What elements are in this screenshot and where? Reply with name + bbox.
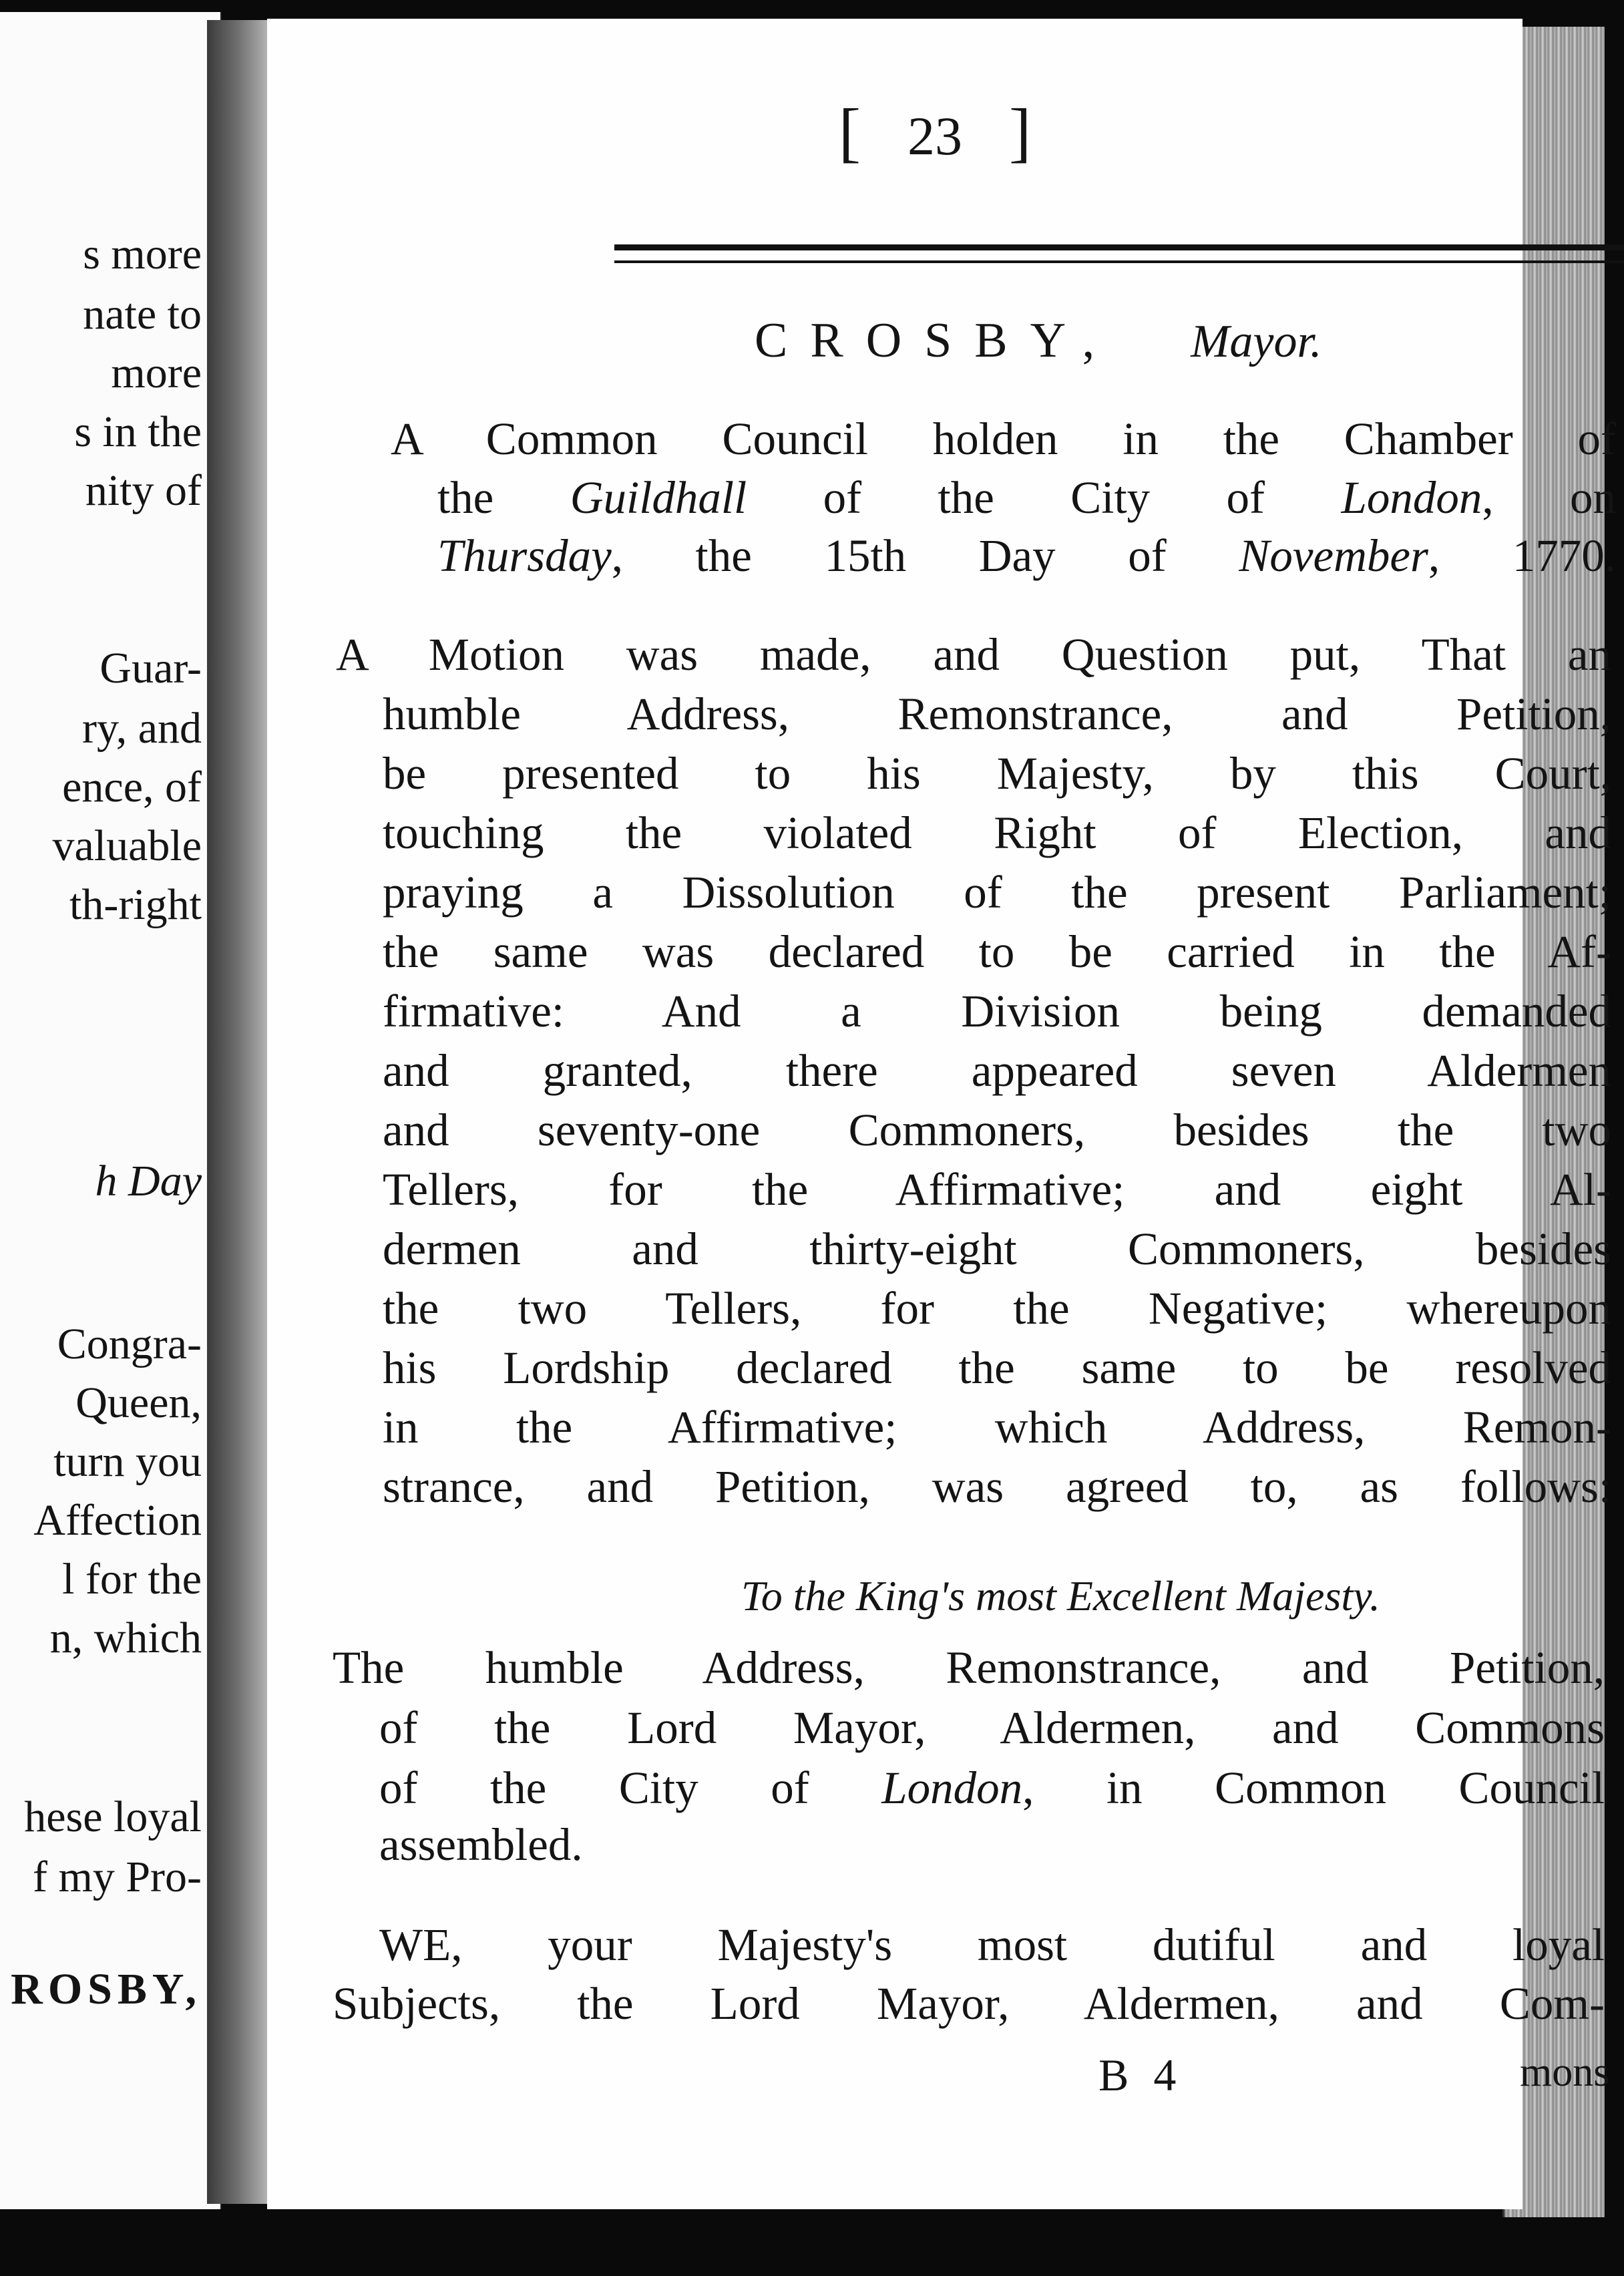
motion-line: A Motion was made, and Question put, That an xyxy=(336,629,1611,680)
left-text-line: ry, and xyxy=(82,704,202,753)
current-page xyxy=(267,19,1616,2209)
left-text-line: s more xyxy=(83,230,202,278)
thursday-italic: Thursday xyxy=(437,530,612,581)
motion-line: touching the violated Right of Election, and xyxy=(383,807,1611,858)
salutation-heading: To the King's most Excellent Majesty. xyxy=(741,1572,1380,1620)
address-line: assembled. xyxy=(379,1819,583,1870)
motion-line: firmative: And a Division being demanded xyxy=(383,986,1611,1036)
left-text-line: nate to xyxy=(83,290,202,339)
london-italic: London xyxy=(881,1762,1023,1813)
left-text-line: ROSBY, xyxy=(11,1965,202,2014)
council-intro-line: Thursday, the 15th Day of November, 1770. xyxy=(437,530,1616,581)
london-italic: London xyxy=(1341,472,1482,523)
left-text-line: l for the xyxy=(62,1555,202,1603)
motion-line: his Lordship declared the same to be resolved xyxy=(383,1342,1611,1393)
motion-line: strance, and Petition, was agreed to, as follows: xyxy=(383,1461,1611,1512)
motion-line: humble Address, Remonstrance, and Petition, xyxy=(383,689,1611,739)
bracket-open: [ xyxy=(838,95,861,169)
mayor-heading xyxy=(755,313,1322,369)
left-text-line: f my Pro- xyxy=(33,1853,202,1901)
left-text-line: more xyxy=(111,349,202,397)
left-text-line: s in the xyxy=(74,407,202,456)
left-text-line: nity of xyxy=(85,466,202,515)
motion-line: in the Affirmative; which Address, Remon- xyxy=(383,1402,1611,1453)
we-line: Subjects, the Lord Mayor, Aldermen, and Com- xyxy=(333,1978,1605,2029)
catchword: mons xyxy=(1520,2050,1610,2095)
left-text-line: Guar- xyxy=(99,644,202,693)
book-gutter xyxy=(207,20,274,2204)
page-number: 23 xyxy=(907,106,962,166)
motion-line: and granted, there appeared seven Aldermen xyxy=(383,1045,1611,1096)
previous-page xyxy=(0,12,222,2209)
mayor-title: Mayor. xyxy=(1191,316,1322,367)
signature-mark: B 4 xyxy=(1098,2050,1183,2100)
council-intro-line: the Guildhall of the City of London, on xyxy=(437,472,1616,523)
guildhall-italic: Guildhall xyxy=(570,472,747,523)
motion-line: praying a Dissolution of the present Parliament; xyxy=(383,867,1611,918)
left-text-line: Affection xyxy=(33,1496,202,1545)
left-text-line: turn you xyxy=(53,1437,202,1486)
motion-line: the two Tellers, for the Negative; whereupon xyxy=(383,1283,1611,1334)
left-text-line: Queen, xyxy=(75,1378,202,1427)
left-text-line: th-right xyxy=(69,880,202,929)
header-rule-thin xyxy=(614,260,1624,263)
motion-line: be presented to his Majesty, by this Court, xyxy=(383,748,1611,799)
left-text-line: h Day xyxy=(95,1157,202,1205)
page-header xyxy=(267,95,1603,169)
motion-line: and seventy-one Commoners, besides the two xyxy=(383,1105,1611,1155)
left-text-line: valuable xyxy=(52,821,202,870)
we-line: WE, your Majesty's most dutiful and loyal xyxy=(379,1919,1605,1970)
address-line: of the City of London, in Common Council xyxy=(379,1762,1605,1813)
bracket-close: ] xyxy=(1009,95,1032,169)
left-text-line: n, which xyxy=(49,1614,202,1662)
council-intro-line: A Common Council holden in the Chamber of xyxy=(391,413,1616,464)
header-rule-thick xyxy=(614,244,1624,250)
motion-line: the same was declared to be carried in the Af- xyxy=(383,926,1611,977)
mayor-name: CROSBY, xyxy=(755,313,1118,368)
address-line: of the Lord Mayor, Aldermen, and Commons xyxy=(379,1702,1605,1753)
left-text-line: ence, of xyxy=(62,763,202,811)
left-text-line: hese loyal xyxy=(24,1792,202,1841)
left-text-line: Congra- xyxy=(57,1320,202,1368)
november-italic: November xyxy=(1239,530,1428,581)
motion-line: dermen and thirty-eight Commoners, besides xyxy=(383,1223,1611,1274)
address-line: The humble Address, Remonstrance, and Petition, xyxy=(333,1642,1605,1693)
motion-line: Tellers, for the Affirmative; and eight Al- xyxy=(383,1164,1611,1215)
